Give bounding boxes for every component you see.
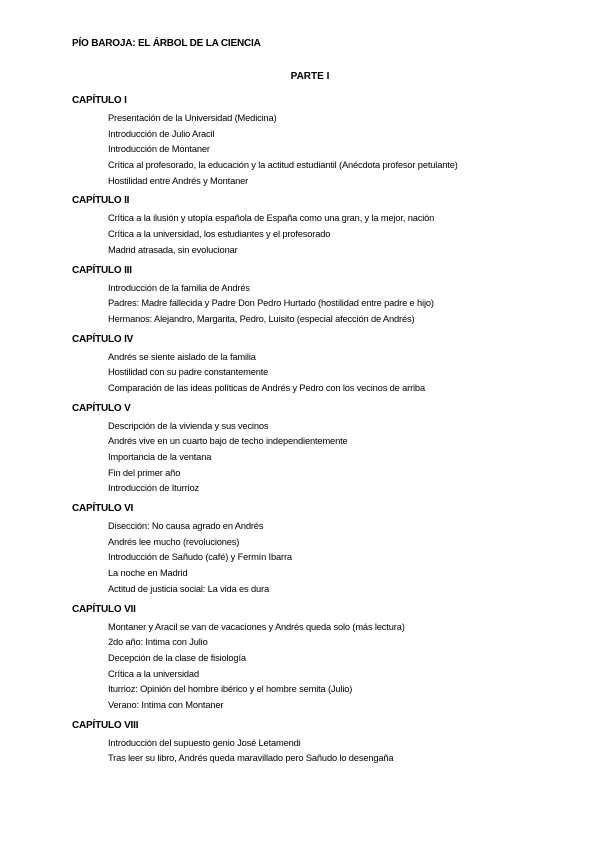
list-item: Andrés lee mucho (revoluciones) — [108, 536, 240, 547]
chapter-heading: CAPÍTULO VIII — [72, 719, 139, 731]
chapter-5 — [72, 401, 552, 497]
chapter-heading: CAPÍTULO V — [72, 402, 131, 414]
chapter-list — [72, 93, 552, 771]
chapter-heading: CAPÍTULO VI — [72, 503, 134, 515]
chapter-items — [72, 281, 552, 328]
list-item: Crítica a la universidad — [108, 668, 199, 679]
chapter-heading: CAPÍTULO II — [72, 195, 130, 207]
list-item: La noche en Madrid — [108, 568, 188, 579]
list-item: Introducción de la familia de Andrés — [108, 282, 250, 293]
chapter-4 — [72, 332, 552, 397]
list-item: Introducción de Iturrioz — [108, 483, 199, 494]
chapter-1 — [72, 93, 552, 189]
list-item: Decepción de la clase de fisiología — [108, 652, 246, 663]
chapter-3 — [72, 263, 552, 328]
chapter-2 — [72, 193, 552, 258]
list-item: Fin del primer año — [108, 467, 181, 478]
list-item: Hermanos: Alejandro, Margarita, Pedro, Luisito (especial afección de Andrés) — [108, 313, 415, 324]
chapter-heading: CAPÍTULO I — [72, 95, 127, 106]
list-item: Descripción de la vivienda y sus vecinos — [108, 420, 269, 431]
chapter-7 — [72, 602, 552, 714]
list-item: Padres: Madre fallecida y Padre Don Pedro Hurtado (hostilidad entre padre e hijo) — [108, 298, 434, 309]
list-item: Introducción de Montaner — [108, 144, 210, 155]
chapter-items — [72, 350, 552, 397]
list-item: Presentación de la Universidad (Medicina) — [108, 113, 277, 123]
list-item: Hostilidad entre Andrés y Montaner — [108, 175, 249, 186]
list-item: Crítica al profesorado, la educación y la actitud estudiantil (Anécdota profesor petulante) — [108, 160, 458, 171]
list-item: Madrid atrasada, sin evolucionar — [108, 244, 238, 255]
chapter-heading: CAPÍTULO IV — [72, 333, 134, 345]
chapter-heading: CAPÍTULO III — [72, 264, 132, 276]
document-title: PÍO BAROJA: EL ÁRBOL DE LA CIENCIA — [72, 38, 261, 49]
list-item: Introducción del supuesto genio José Letamendi — [108, 737, 301, 748]
list-item: Introducción de Sañudo (café) y Fermín Ibarra — [108, 552, 292, 563]
chapter-8 — [72, 718, 552, 767]
part-heading: PARTE I — [290, 71, 330, 82]
list-item: Hostilidad con su padre constantemente — [108, 367, 269, 378]
chapter-6 — [72, 501, 552, 597]
chapter-items — [72, 211, 552, 258]
chapter-items — [72, 620, 552, 714]
chapter-heading: CAPÍTULO VII — [72, 603, 136, 615]
list-item: Comparación de las ideas políticas de Andrés y Pedro con los vecinos de arriba — [108, 382, 425, 393]
chapter-items — [72, 111, 552, 189]
list-item: Importancia de la ventana — [108, 452, 212, 462]
list-item: Andrés vive en un cuarto bajo de techo independientemente — [108, 436, 348, 447]
list-item: Montaner y Aracil se van de vacaciones y Andrés queda solo (más lectura) — [108, 621, 405, 632]
list-item: Introducción de Julio Aracil — [108, 128, 215, 139]
list-item: Crítica a la universidad, los estudiantes y el profesorado — [108, 229, 331, 240]
list-item: Actitud de justicia social: La vida es dura — [108, 583, 269, 594]
list-item: Iturrioz: Opinión del hombre ibérico y el hombre semita (Julio) — [108, 684, 353, 695]
list-item: Disección: No causa agrado en Andrés — [108, 521, 264, 532]
list-item: 2do año: Intima con Julio — [108, 637, 208, 648]
chapter-items — [72, 736, 552, 767]
chapter-items — [72, 419, 552, 497]
chapter-items — [72, 519, 552, 597]
list-item: Verano: Intima con Montaner — [108, 699, 224, 710]
list-item: Andrés se siente aislado de la familia — [108, 351, 256, 362]
list-item: Crítica a la ilusión y utopía española de España como una gran, y la mejor, nación — [108, 213, 435, 224]
list-item: Tras leer su libro, Andrés queda maravillado pero Sañudo lo desengaña — [108, 753, 394, 764]
